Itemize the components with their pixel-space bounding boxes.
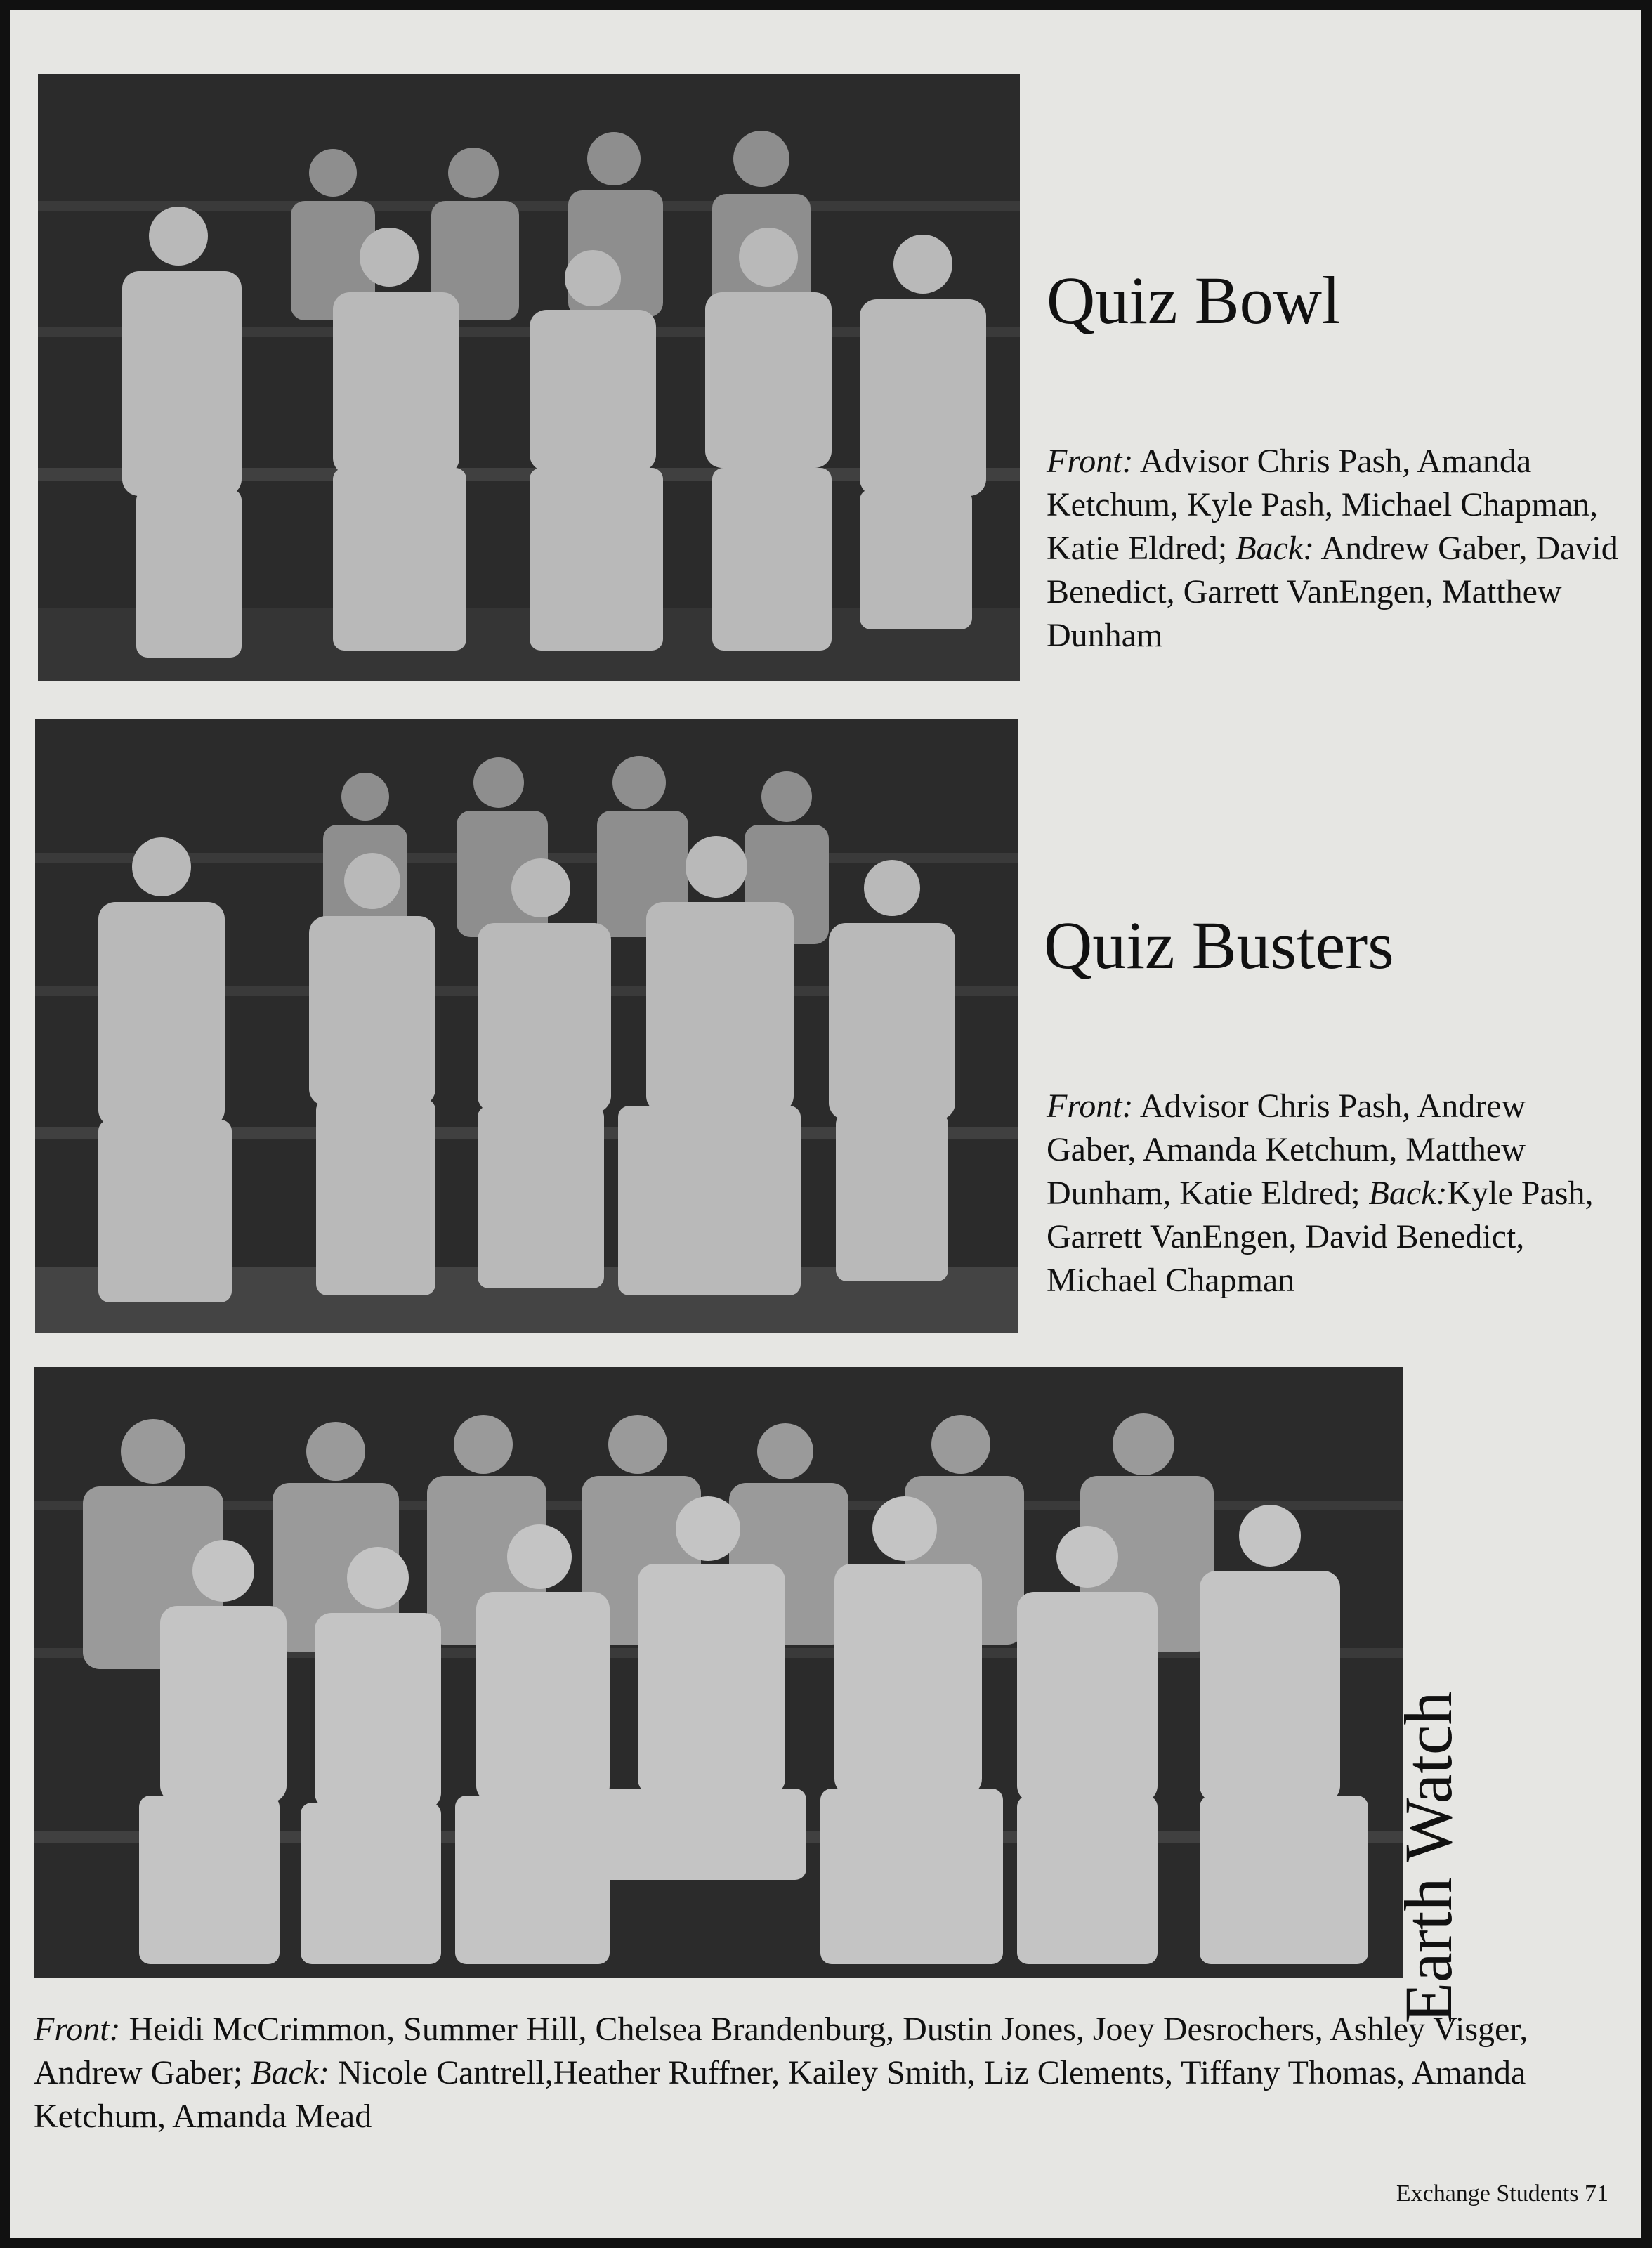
quiz-bowl-photo — [38, 74, 1020, 681]
earth-watch-photo — [34, 1367, 1403, 1978]
quiz-busters-title: Quiz Busters — [1044, 908, 1394, 983]
front-label: Front: — [1047, 1087, 1134, 1125]
front-names: Heidi McCrimmon, Summer Hill, Chelsea Brandenburg, Dustin Jones, Joey Desrochers, Ashley Visger, Andrew Gaber; — [34, 2011, 1528, 2091]
quiz-busters-photo — [35, 719, 1018, 1333]
front-label: Front: — [34, 2011, 121, 2048]
back-label: Back: — [251, 2054, 330, 2091]
earth-watch-caption — [34, 2008, 1607, 2138]
back-names: Andrew Gaber, David Benedict, Garrett VanEngen, Matthew Dunham — [1047, 530, 1618, 654]
front-label: Front: — [1047, 443, 1134, 480]
yearbook-page — [10, 10, 1641, 2238]
front-names: Advisor Chris Pash, Andrew Gaber, Amanda Ketchum, Matthew Dunham, Katie Eldred; — [1047, 1087, 1526, 1212]
quiz-bowl-caption — [1047, 440, 1622, 658]
footer-section-name: Exchange Students — [1396, 2181, 1579, 2207]
quiz-busters-caption — [1047, 1085, 1594, 1302]
page-number: 71 — [1585, 2181, 1608, 2207]
back-label: Back: — [1368, 1175, 1448, 1212]
front-names: Advisor Chris Pash, Amanda Ketchum, Kyle Pash, Michael Chapman, Katie Eldred; — [1047, 443, 1599, 567]
earth-watch-title: Earth Watch — [1391, 1691, 1466, 2024]
back-names: Kyle Pash, Garrett VanEngen, David Benedict, Michael Chapman — [1047, 1175, 1594, 1299]
page-footer — [1396, 2181, 1608, 2207]
back-names: Nicole Cantrell,Heather Ruffner, Kailey Smith, Liz Clements, Tiffany Thomas, Amanda Ketchum, Amanda Mead — [34, 2054, 1526, 2135]
quiz-bowl-title: Quiz Bowl — [1047, 263, 1341, 338]
back-label: Back: — [1235, 530, 1315, 567]
